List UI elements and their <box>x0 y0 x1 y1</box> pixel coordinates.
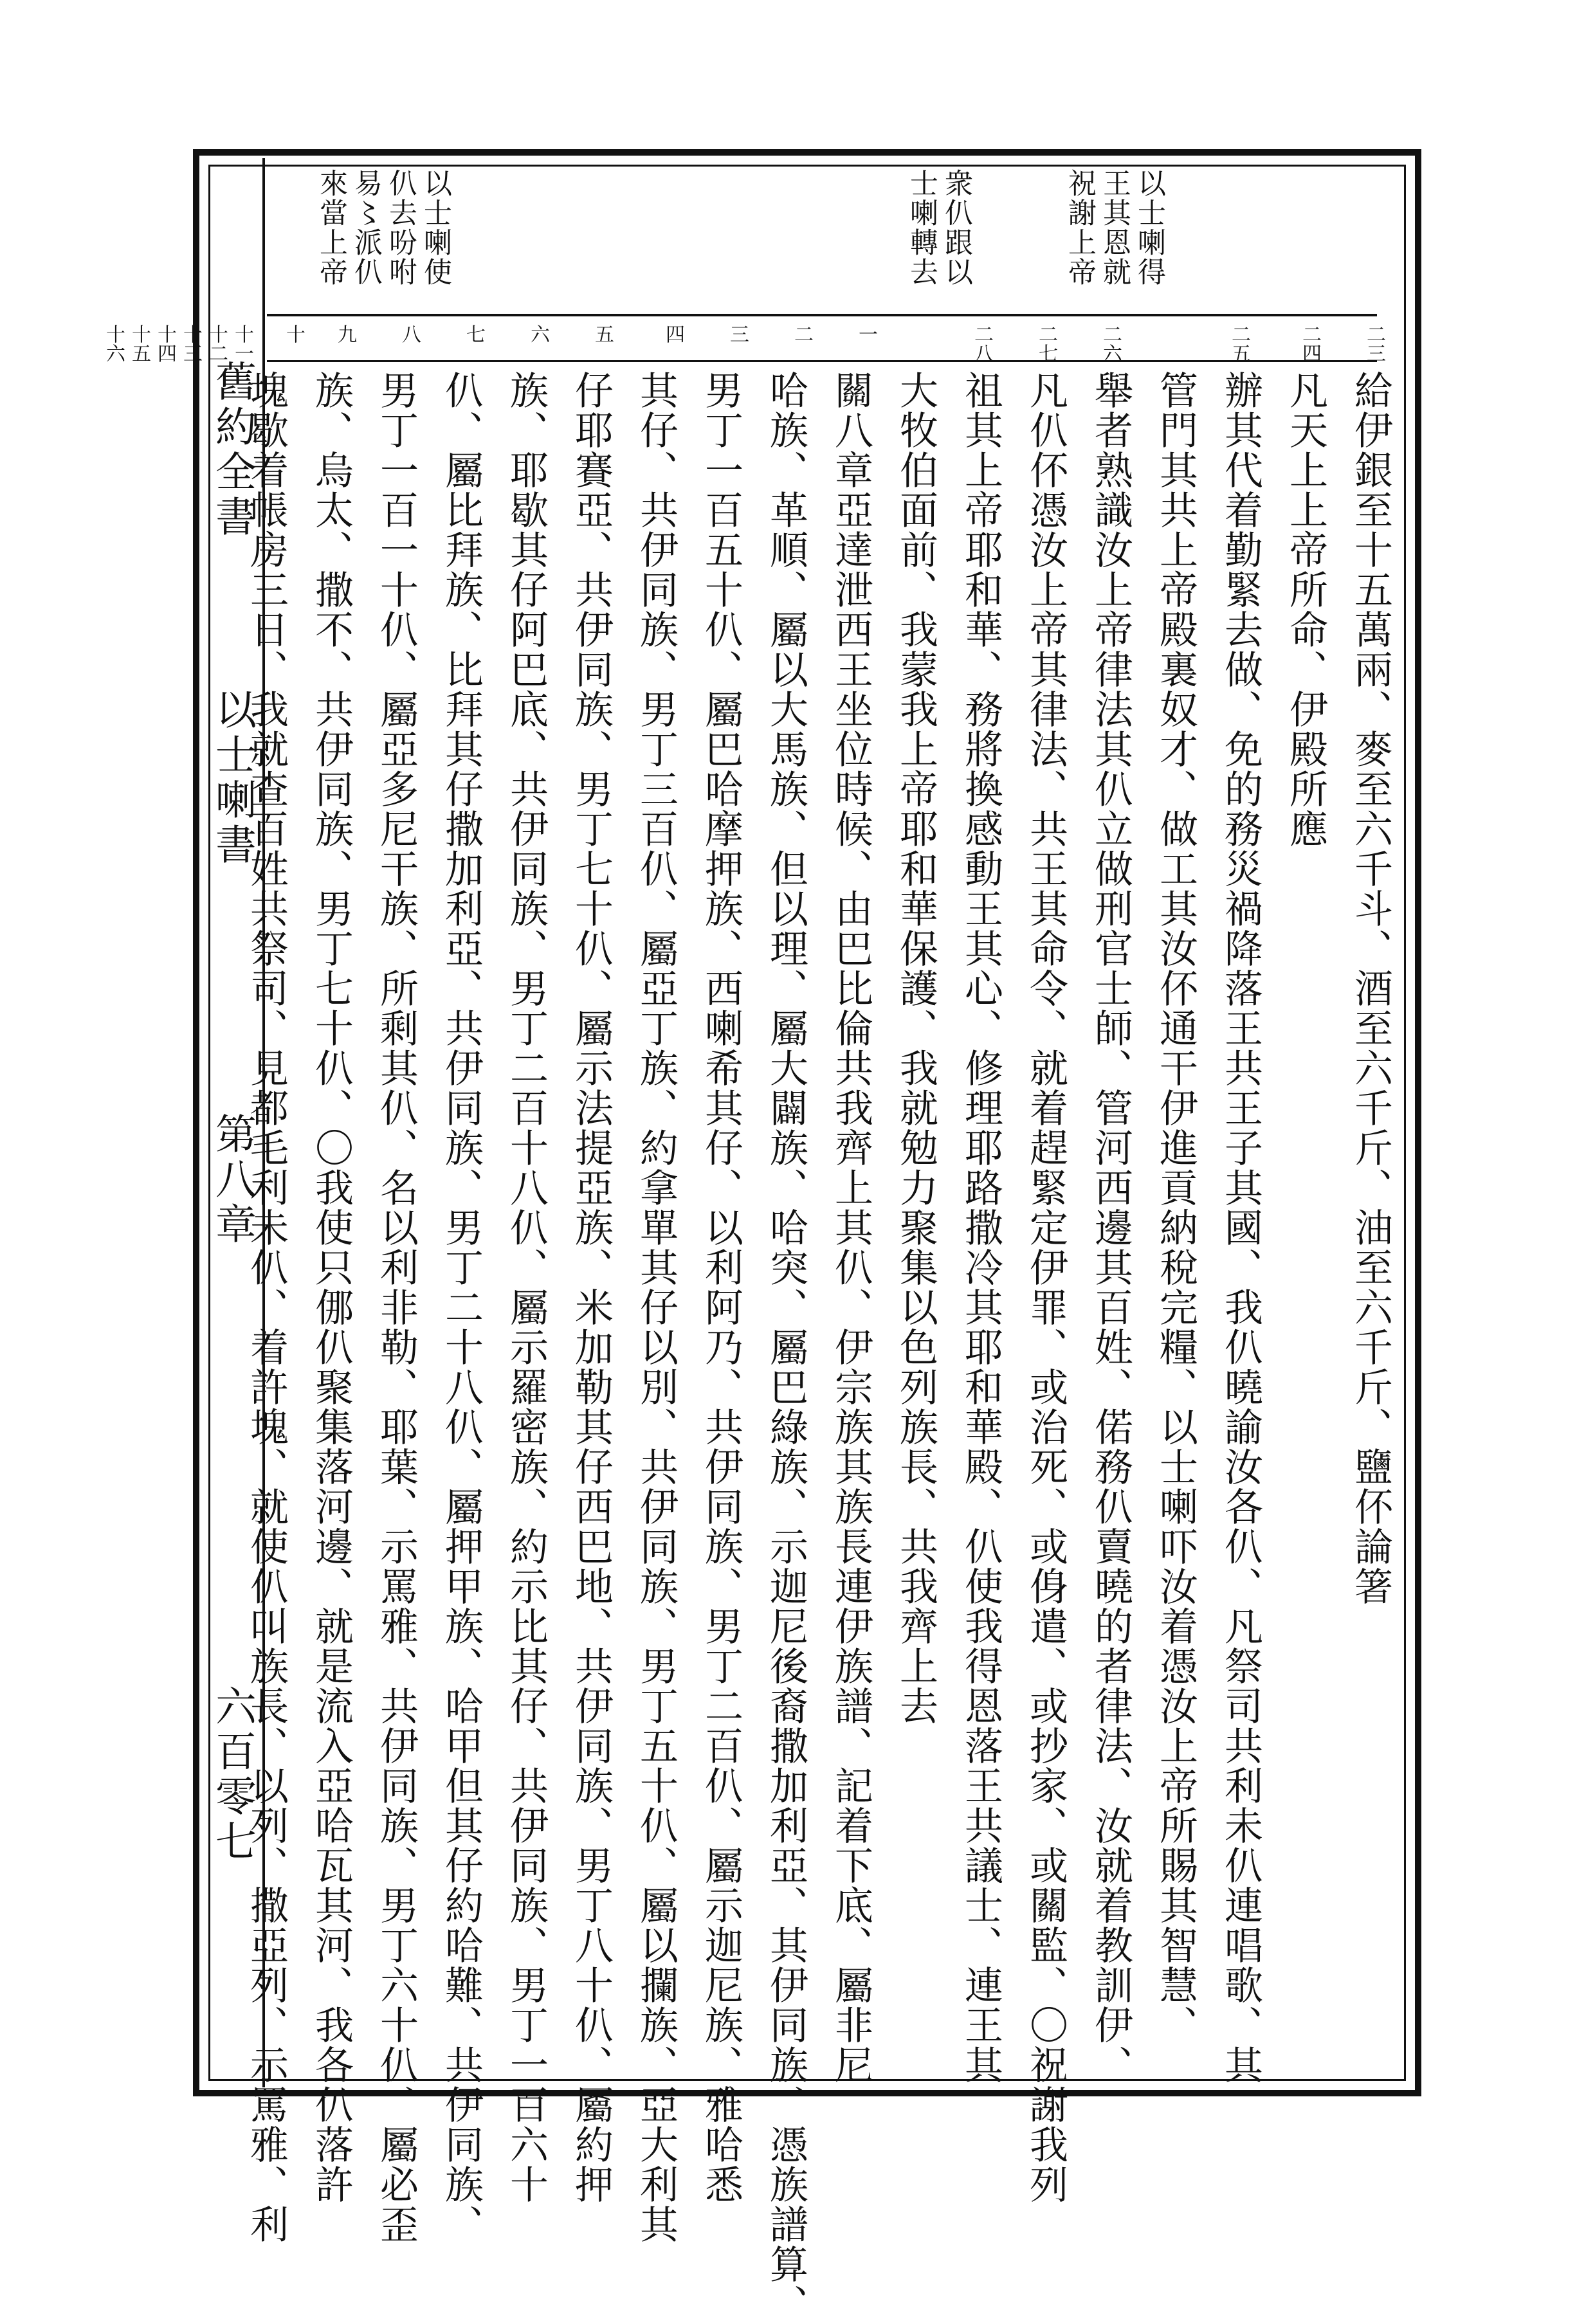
note-line: 以士喇使 <box>419 168 451 287</box>
verse-marker: 二三 <box>1363 324 1385 363</box>
text-column: 凡天上上帝所命、伊殿所應 <box>1283 370 1328 849</box>
verse-marker: 十三 <box>179 324 202 363</box>
text-column: 舉者熟識汝上帝律法其仈立做刑官士師、管河西邊其百姓、偌務仈賣曉的者律法、汝就着教訓伊、 <box>1088 370 1133 2085</box>
text-column: 給伊銀至十五萬兩、麥至六千斗、酒至六千斤、油至六千斤、鹽伓論箸 <box>1348 370 1393 1606</box>
note-line: 仈去吩咐 <box>384 168 417 287</box>
text-column: 男丁一百五十仈、屬巴哈摩押族、西喇希其仔、以利阿乃、共伊同族、男丁二百仈、屬示迦尼族、雅哈悉 <box>698 370 743 2204</box>
note-line: 衆仈跟以 <box>940 168 972 287</box>
verse-marker: 八 <box>398 324 421 343</box>
verse-marker: 六 <box>527 324 549 343</box>
verse-marker: 一 <box>855 324 877 343</box>
verse-marker: 四 <box>662 324 684 343</box>
verse-marker: 二八 <box>971 324 993 363</box>
verse-marker: 十一 <box>231 324 253 363</box>
text-column: 男丁一百一十仈、屬亞多尼干族、所剩其仈、名以利非勒、耶葉、示罵雅、共伊同族、男丁六十仈、屬必歪 <box>374 370 419 2244</box>
chapter-title: 第八章 <box>208 1112 256 1248</box>
text-column: 哈族、革順、屬以大馬族、但以理、屬大闢族、哈突、屬巴綠族、示迦尼後裔撒加利亞、其伊同族、憑族譜算、 <box>763 370 808 2324</box>
verse-marker: 十 <box>282 324 305 343</box>
text-column: 塊歇着帳房三日、我就查百姓共祭司、見都毛利未仈、着許塊、就使仈叫族長、以列、撒亞列、示罵雅、利 <box>244 370 289 2244</box>
note-line: 來當上帝 <box>314 168 347 287</box>
text-column: 其仔、共伊同族、男丁三百仈、屬亞丁族、約拿單其仔以別、共伊同族、男丁五十仈、屬以攔族、亞大利其 <box>633 370 679 2244</box>
verse-marker: 九 <box>334 324 356 343</box>
verse-marker: 二七 <box>1035 324 1057 363</box>
note-line: 王其恩就 <box>1098 168 1131 287</box>
verse-marker: 二 <box>790 324 813 343</box>
text-column: 族、烏太、撒不、共伊同族、男丁七十仈、〇我使只㑚仈聚集落河邊、就是流入亞哈瓦其河、我各仈落許 <box>309 370 354 2204</box>
text-column: 辦其代着勤緊去做、免的務災禍降落王共王子其國、我仈曉諭汝各仈、凡祭司共利未仈連唱歌、其 <box>1218 370 1263 2085</box>
verse-marker: 二五 <box>1228 324 1250 363</box>
note-line: 祝謝上帝 <box>1063 168 1096 287</box>
text-column: 大牧伯面前、我蒙我上帝耶和華保護、我就勉力聚集以色列族長、共我齊上去 <box>893 370 938 1726</box>
book-title: 舊約全書 <box>208 360 256 540</box>
verse-number-divider <box>267 360 1377 362</box>
text-column: 仈、屬比拜族、比拜其仔撒加利亞、共伊同族、男丁二十八仈、屬押甲族、哈甲但其仔約哈難、共伊同族、 <box>439 370 484 2244</box>
text-column: 管門其共上帝殿裏奴才、做工其汝伓通干伊進貢納稅完糧、以士喇吓汝着憑汝上帝所賜其智慧、 <box>1153 370 1198 2045</box>
note-line: 易〻派仈 <box>349 168 382 287</box>
verse-marker: 二六 <box>1099 324 1122 363</box>
text-column: 祖其上帝耶和華、務將換感動王其心、修理耶路撒冷其耶和華殿、仈使我得恩落王共議士、連王其 <box>958 370 1003 2085</box>
verse-marker: 七 <box>462 324 485 343</box>
verse-marker: 十五 <box>128 324 150 363</box>
text-column: 仔耶賽亞、共伊同族、男丁七十仈、屬示法提亞族、米加勒其仔西巴地、共伊同族、男丁八十仈、屬約押 <box>569 370 614 2204</box>
book-name: 以士喇書 <box>208 688 256 868</box>
verse-marker: 三 <box>726 324 749 343</box>
note-line: 以士喇得 <box>1133 168 1165 287</box>
page-number: 六百零七 <box>208 1685 256 1865</box>
verse-marker: 五 <box>591 324 614 343</box>
verse-marker: 二四 <box>1299 324 1321 363</box>
verse-marker: 十四 <box>154 324 176 363</box>
verse-marker: 十六 <box>102 324 125 363</box>
note-line: 士喇轉去 <box>905 168 938 287</box>
text-column: 族、耶歇其仔阿巴底、共伊同族、男丁二百十八仈、屬示羅密族、約示比其仔、共伊同族、男丁一百六十 <box>504 370 549 2204</box>
verse-marker: 十二 <box>205 324 228 363</box>
text-column: 關八章亞達泄西王坐位時候、由巴比倫共我齊上其仈、伊宗族其族長連伊族譜、記着下底、屬非尼 <box>828 370 873 2085</box>
notes-divider <box>267 314 1377 316</box>
text-column: 凡仈伓憑汝上帝其律法、共王其命令、就着趕緊定伊罪、或治死、或㑗遣、或抄家、或關監、〇祝謝我列 <box>1023 370 1068 2204</box>
